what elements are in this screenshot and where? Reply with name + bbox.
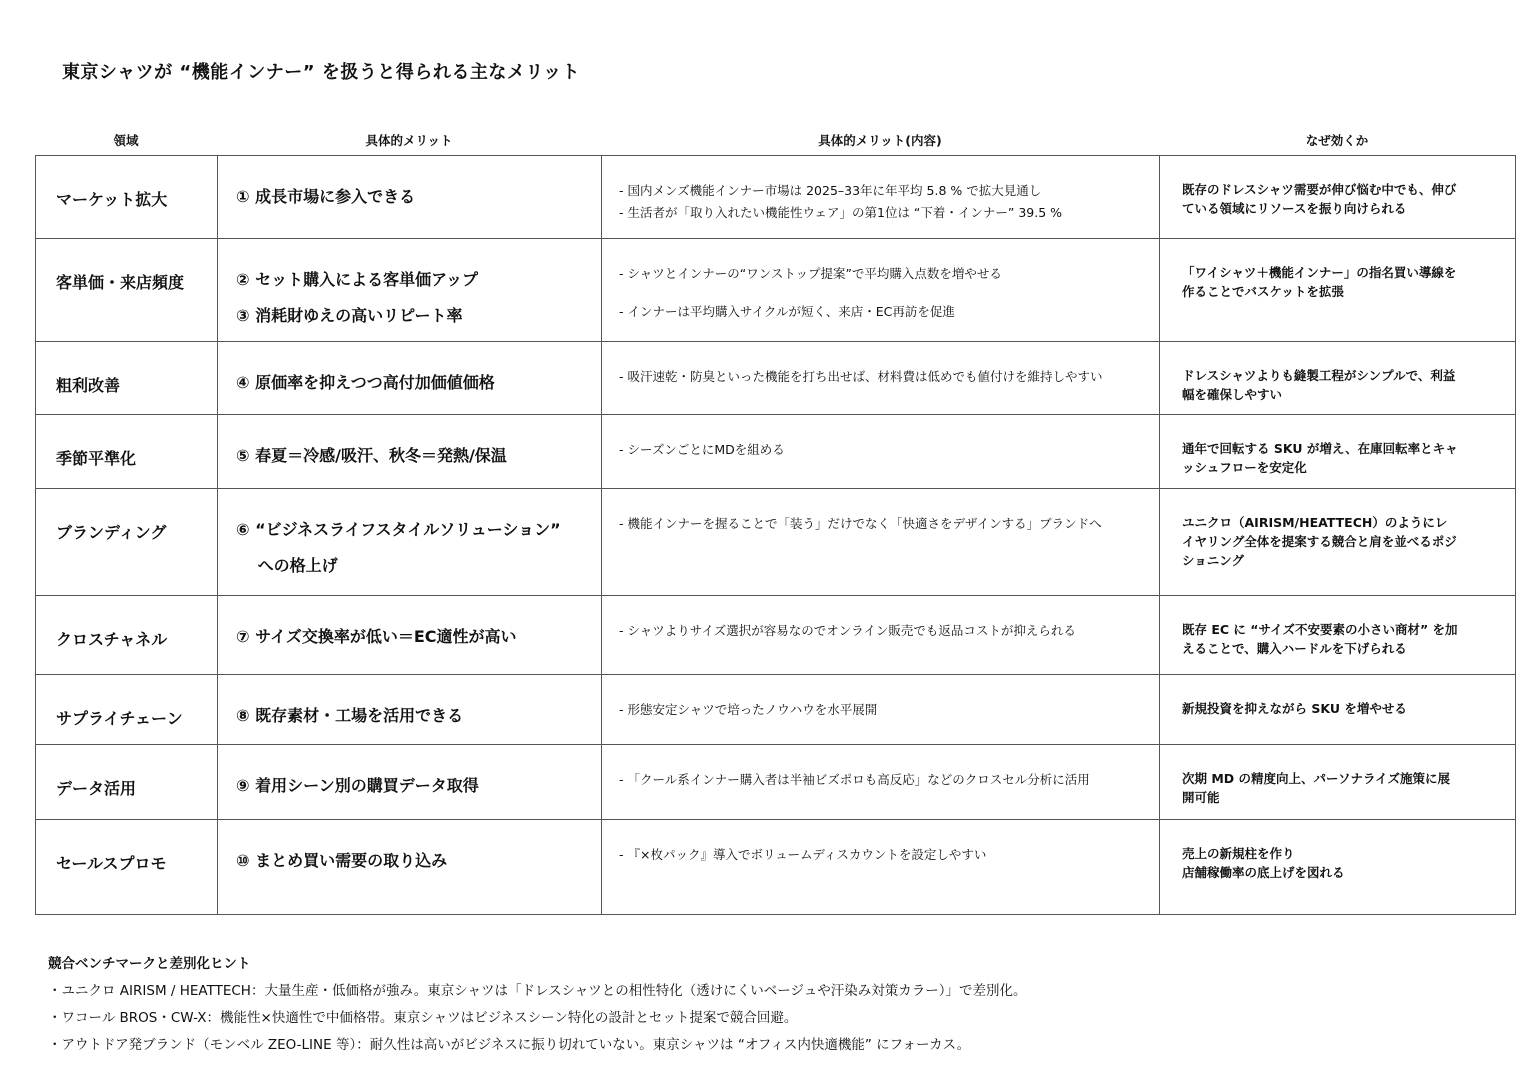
area-cell: 客単価・来店頻度 [36,239,218,342]
area-cell: データ活用 [36,745,218,820]
notes-item: ・アウトドア発ブランド（モンベル ZEO-LINE 等）：耐久性は高いがビジネスに振り切れていない。東京シャツは “オフィス内快適機能” にフォーカス。 [48,1037,971,1053]
why-line: 既存 EC に “サイズ不安要素の小さい商材” を加 [1182,622,1458,637]
detail-line: - 『×枚パック』導入でボリュームディスカウントを設定しやすい [619,847,987,862]
merit-line: ② セット購入による客単価アップ [236,270,478,289]
detail-cell [602,489,1160,596]
table-row [36,596,1516,675]
why-cell [1160,745,1516,820]
table-row [36,415,1516,489]
area-cell: 粗利改善 [36,342,218,415]
detail-cell [602,596,1160,675]
merit-line: ⑧ 既存素材・工場を活用できる [236,706,464,725]
merit-line: ⑩ まとめ買い需要の取り込み [236,851,448,870]
why-line: えることで、購入ハードルを下げられる [1182,641,1407,656]
why-line: 売上の新規柱を作り [1182,846,1295,861]
detail-line: - 国内メンズ機能インナー市場は 2025–33年に年平均 5.8 % で拡大見通し [619,183,1042,198]
detail-line: - 形態安定シャツで培ったノウハウを水平展開 [619,702,878,717]
detail-cell [602,239,1160,342]
notes-item: ・ユニクロ AIRISM / HEATTECH：大量生産・低価格が強み。東京シャツは「ドレスシャツとの相性特化（透けにくいベージュや汗染み対策カラー）」で差別化。 [48,983,1027,999]
spacer [619,285,1149,301]
detail-cell [602,156,1160,239]
why-cell [1160,820,1516,915]
detail-line: - シャツとインナーの“ワンストップ提案”で平均購入点数を増やせる [619,266,1002,281]
why-line: 開可能 [1182,790,1220,805]
merit-cell [218,342,602,415]
table-row [36,342,1516,415]
notes-item: ・ワコール BROS・CW-X：機能性×快適性で中価格帯。東京シャツはビジネスシーン特化の設計とセット提案で競合回避。 [48,1010,798,1026]
why-line: 次期 MD の精度向上、パーソナライズ施策に展 [1182,771,1451,786]
detail-line: - 機能インナーを握ることで「装う」だけでなく「快適さをデザインする」ブランドへ [619,516,1102,531]
merit-line: ④ 原価率を抑えつつ高付加価値価格 [236,373,495,392]
why-line: ドレスシャツよりも縫製工程がシンプルで、利益 [1182,368,1456,383]
detail-line: - シーズンごとにMDを組める [619,442,785,457]
why-line: 店舗稼働率の底上げを図れる [1182,865,1345,880]
table-row [36,675,1516,745]
merit-cell [218,745,602,820]
why-cell [1160,415,1516,489]
merit-line: ⑦ サイズ交換率が低い＝EC適性が高い [236,627,517,646]
area-cell: サプライチェーン [36,675,218,745]
table-row [36,156,1516,239]
why-cell [1160,239,1516,342]
why-line: 「ワイシャツ＋機能インナー」の指名買い導線を [1182,265,1457,280]
column-headers [35,131,1515,151]
merit-table [35,155,1516,915]
why-line: 作ることでバスケットを拡張 [1182,284,1344,299]
column-header-area: 領域 [113,133,139,148]
area-cell: 季節平準化 [36,415,218,489]
why-cell [1160,489,1516,596]
why-line: 幅を確保しやすい [1182,387,1283,402]
detail-cell [602,745,1160,820]
detail-cell [602,342,1160,415]
merit-cell [218,156,602,239]
area-cell: マーケット拡大 [36,156,218,239]
detail-line: - 生活者が「取り入れたい機能性ウェア」の第1位は “下着・インナー” 39.5 % [619,205,1063,220]
detail-line: - 吸汗速乾・防臭といった機能を打ち出せば、材料費は低めでも値付けを維持しやすい [619,369,1103,384]
merit-cell [218,415,602,489]
why-line: イヤリング全体を提案する競合と肩を並べるポジ [1182,534,1457,549]
area-cell: ブランディング [36,489,218,596]
why-line: ショニング [1182,553,1245,568]
why-line: ユニクロ（AIRISM/HEATTECH）のようにレ [1182,515,1448,530]
table-row [36,489,1516,596]
why-cell [1160,675,1516,745]
benchmark-notes [48,951,1027,1059]
detail-line: - インナーは平均購入サイクルが短く、来店・EC再訪を促進 [619,304,955,319]
detail-line: - 「クール系インナー購入者は半袖ビズポロも高反応」などのクロスセル分析に活用 [619,772,1090,787]
merit-line: ① 成長市場に参入できる [236,187,416,206]
column-header-merit: 具体的メリット [365,133,453,148]
merit-cell [218,820,602,915]
merit-line: ⑥ “ビジネスライフスタイルソリューション” [236,520,561,539]
merit-cell [218,239,602,342]
column-header-detail: 具体的メリット(内容) [818,133,942,148]
merit-line: への格上げ [236,556,338,575]
detail-cell [602,675,1160,745]
merit-line: ③ 消耗財ゆえの高いリピート率 [236,306,463,325]
why-line: ている領域にリソースを振り向けられる [1182,201,1407,216]
why-cell [1160,342,1516,415]
notes-title: 競合ベンチマークと差別化ヒント [48,956,251,972]
merit-cell [218,489,602,596]
area-cell: セールスプロモ [36,820,218,915]
why-line: ッシュフローを安定化 [1182,460,1307,475]
why-line: 既存のドレスシャツ需要が伸び悩む中でも、伸び [1182,182,1457,197]
table-row [36,745,1516,820]
why-cell [1160,596,1516,675]
merit-cell [218,675,602,745]
page-title: 東京シャツが “機能インナー” を扱うと得られる主なメリット [62,62,581,83]
why-line: 新規投資を抑えながら SKU を増やせる [1182,701,1407,716]
column-header-why: なぜ効くか [1305,133,1369,148]
area-cell: クロスチャネル [36,596,218,675]
detail-cell [602,415,1160,489]
merit-line: ⑨ 着用シーン別の購買データ取得 [236,776,479,795]
table-row [36,239,1516,342]
why-cell [1160,156,1516,239]
merit-cell [218,596,602,675]
detail-line: - シャツよりサイズ選択が容易なのでオンライン販売でも返品コストが抑えられる [619,623,1076,638]
table-row [36,820,1516,915]
detail-cell [602,820,1160,915]
why-line: 通年で回転する SKU が増え、在庫回転率とキャ [1182,441,1458,456]
merit-line: ⑤ 春夏＝冷感/吸汗、秋冬＝発熱/保温 [236,446,507,465]
